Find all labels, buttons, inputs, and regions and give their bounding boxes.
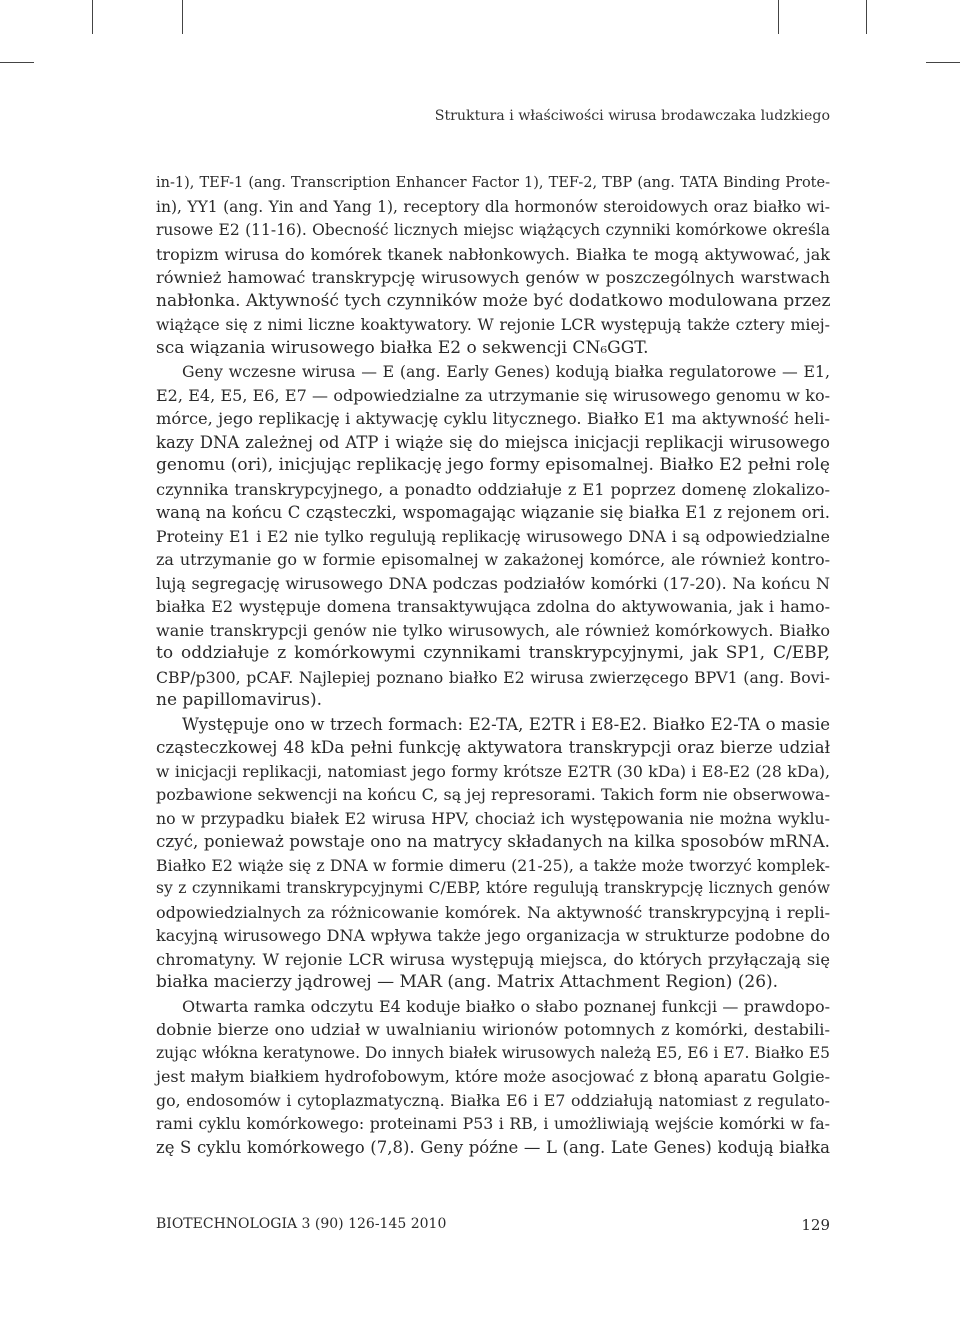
text-line: białka macierzy jądrowej — MAR (ang. Matrix Attachment Region) (26). xyxy=(156,972,779,992)
text-line: to oddziałuje z komórkowymi czynnikami transkrypcyjnymi, jak SP1, C/EBP, xyxy=(156,643,830,663)
text-line: Występuje ono w trzech formach: E2-TA, E2TR i E8-E2. Białko E2-TA o masie xyxy=(182,714,830,734)
text-line: cząsteczkowej 48 kDa pełni funkcję aktywatora transkrypcji oraz bierze udział xyxy=(156,737,830,757)
text-line: waną na końcu C cząsteczki, wspomagając wiązanie się białka E1 z rejonem ori. xyxy=(156,503,830,522)
text-line: zując włókna keratynowe. Do innych białek wirusowych należą E5, E6 i E7. Białko E5 xyxy=(156,1043,830,1062)
text-line: kacyjną wirusowego DNA wpływa także jego organizacja w strukturze podobne do xyxy=(156,926,830,945)
text-line: genomu (ori), inicjując replikację jego formy episomalnej. Białko E2 pełni rolę xyxy=(156,455,830,475)
page-number: 129 xyxy=(801,1216,830,1234)
journal-citation: BIOTECHNOLOGIA 3 (90) 126-145 2010 xyxy=(156,1216,447,1232)
text-line: in-1), TEF-1 (ang. Transcription Enhancer Factor 1), TEF-2, TBP (ang. TATA Binding Prote- xyxy=(156,175,830,191)
text-line: w inicjacji replikacji, natomiast jego formy krótsze E2TR (30 kDa) i E8-E2 (28 kDa), xyxy=(156,761,830,781)
text-line: chromatyny. W rejonie LCR wirusa występują miejsca, do których przyłączają się xyxy=(156,949,830,969)
text-line: czynnika transkrypcyjnego, a ponadto oddziałuje z E1 poprzez domenę zlokalizo- xyxy=(156,479,830,499)
text-line: Białko E2 wiąże się z DNA w formie dimeru (21-25), a także może tworzyć komplek- xyxy=(156,855,830,875)
text-line: pozbawione sekwencji na końcu C, są jej represorami. Takich form nie obserwowa- xyxy=(156,785,830,804)
text-line: białka E2 występuje domena transaktywująca zdolna do aktywowania, jak i hamo- xyxy=(156,597,830,616)
text-line: za utrzymanie go w formie episomalnej w zakażonej komórce, ale również kontro- xyxy=(156,550,830,569)
text-line: zę S cyklu komórkowego (7,8). Geny późne — L (ang. Late Genes) kodują białka xyxy=(156,1137,830,1157)
text-line: mórce, jego replikację i aktywację cyklu litycznego. Białko E1 ma aktywność heli- xyxy=(156,409,830,428)
text-line: kazy DNA zależnej od ATP i wiąże się do miejsca inicjacji replikacji wirusowego xyxy=(156,432,830,452)
text-line: CBP/p300, pCAF. Najlepiej poznano białko E2 wirusa zwierzęcego BPV1 (ang. Bovi- xyxy=(156,667,830,687)
text-line: go, endosomów i cytoplazmatyczną. Białka E6 i E7 oddziałują natomiast z regulato- xyxy=(156,1090,830,1110)
text-line: czyć, ponieważ powstaje ono na matrycy składanych na kilka sposobów mRNA. xyxy=(156,831,830,851)
text-line: E2, E4, E5, E6, E7 — odpowiedzialne za utrzymanie się wirusowego genomu w ko- xyxy=(156,385,830,405)
text-line: jest małym białkiem hydrofobowym, które może asocjować z błoną aparatu Golgie- xyxy=(156,1067,830,1086)
text-line: Proteiny E1 i E2 nie tylko regulują replikację wirusowego DNA i są odpowiedzialne xyxy=(156,526,830,546)
text-line: rami cyklu komórkowego: proteinami P53 i RB, i umożliwiają wejście komórki w fa- xyxy=(156,1114,830,1133)
text-line: odpowiedzialnych za różnicowanie komórek. Na aktywność transkrypcyjną i repli- xyxy=(156,902,830,922)
body-text xyxy=(156,172,830,1159)
text-line: Geny wczesne wirusa — E (ang. Early Genes) kodują białka regulatorowe — E1, xyxy=(182,362,830,381)
text-line: rusowe E2 (11-16). Obecność licznych miejsc wiążących czynniki komórkowe określa xyxy=(156,221,830,239)
text-line: no w przypadku białek E2 wirusa HPV, chociaż ich występowania nie można wyklu- xyxy=(156,808,830,828)
text-line: Otwarta ramka odczytu E4 koduje białko o słabo poznanej funkcji — prawdopo- xyxy=(182,996,830,1016)
text-line: sca wiązania wirusowego białka E2 o sekwencji CN₆GGT. xyxy=(156,337,649,358)
text-line: in), YY1 (ang. Yin and Yang 1), receptory dla hormonów steroidowych oraz białko wi- xyxy=(156,197,830,216)
text-line: wanie transkrypcji genów nie tylko wirusowych, ale również komórkowych. Białko xyxy=(156,620,830,640)
text-line: lują segregację wirusowego DNA podczas podziałów komórki (17-20). Na końcu N xyxy=(156,573,830,593)
text-line: dobnie bierze ono udział w uwalnianiu wirionów potomnych z komórki, destabili- xyxy=(156,1020,830,1039)
text-line: tropizm wirusa do komórek tkanek nabłonkowych. Białka te mogą aktywować, jak xyxy=(156,244,830,264)
text-line: również hamować transkrypcję wirusowych genów w poszczególnych warstwach xyxy=(156,268,830,287)
text-line: nabłonka. Aktywność tych czynników może być dodatkowo modulowana przez xyxy=(156,290,831,311)
text-line: wiążące się z nimi liczne koaktywatory. W rejonie LCR występują także cztery miej- xyxy=(156,315,830,334)
text-line: sy z czynnikami transkrypcyjnymi C/EBP, które regulują transkrypcję licznych genów xyxy=(156,879,830,897)
text-line: ne papillomavirus). xyxy=(156,690,322,710)
running-head: Struktura i właściwości wirusa brodawczaka ludzkiego xyxy=(434,108,830,124)
